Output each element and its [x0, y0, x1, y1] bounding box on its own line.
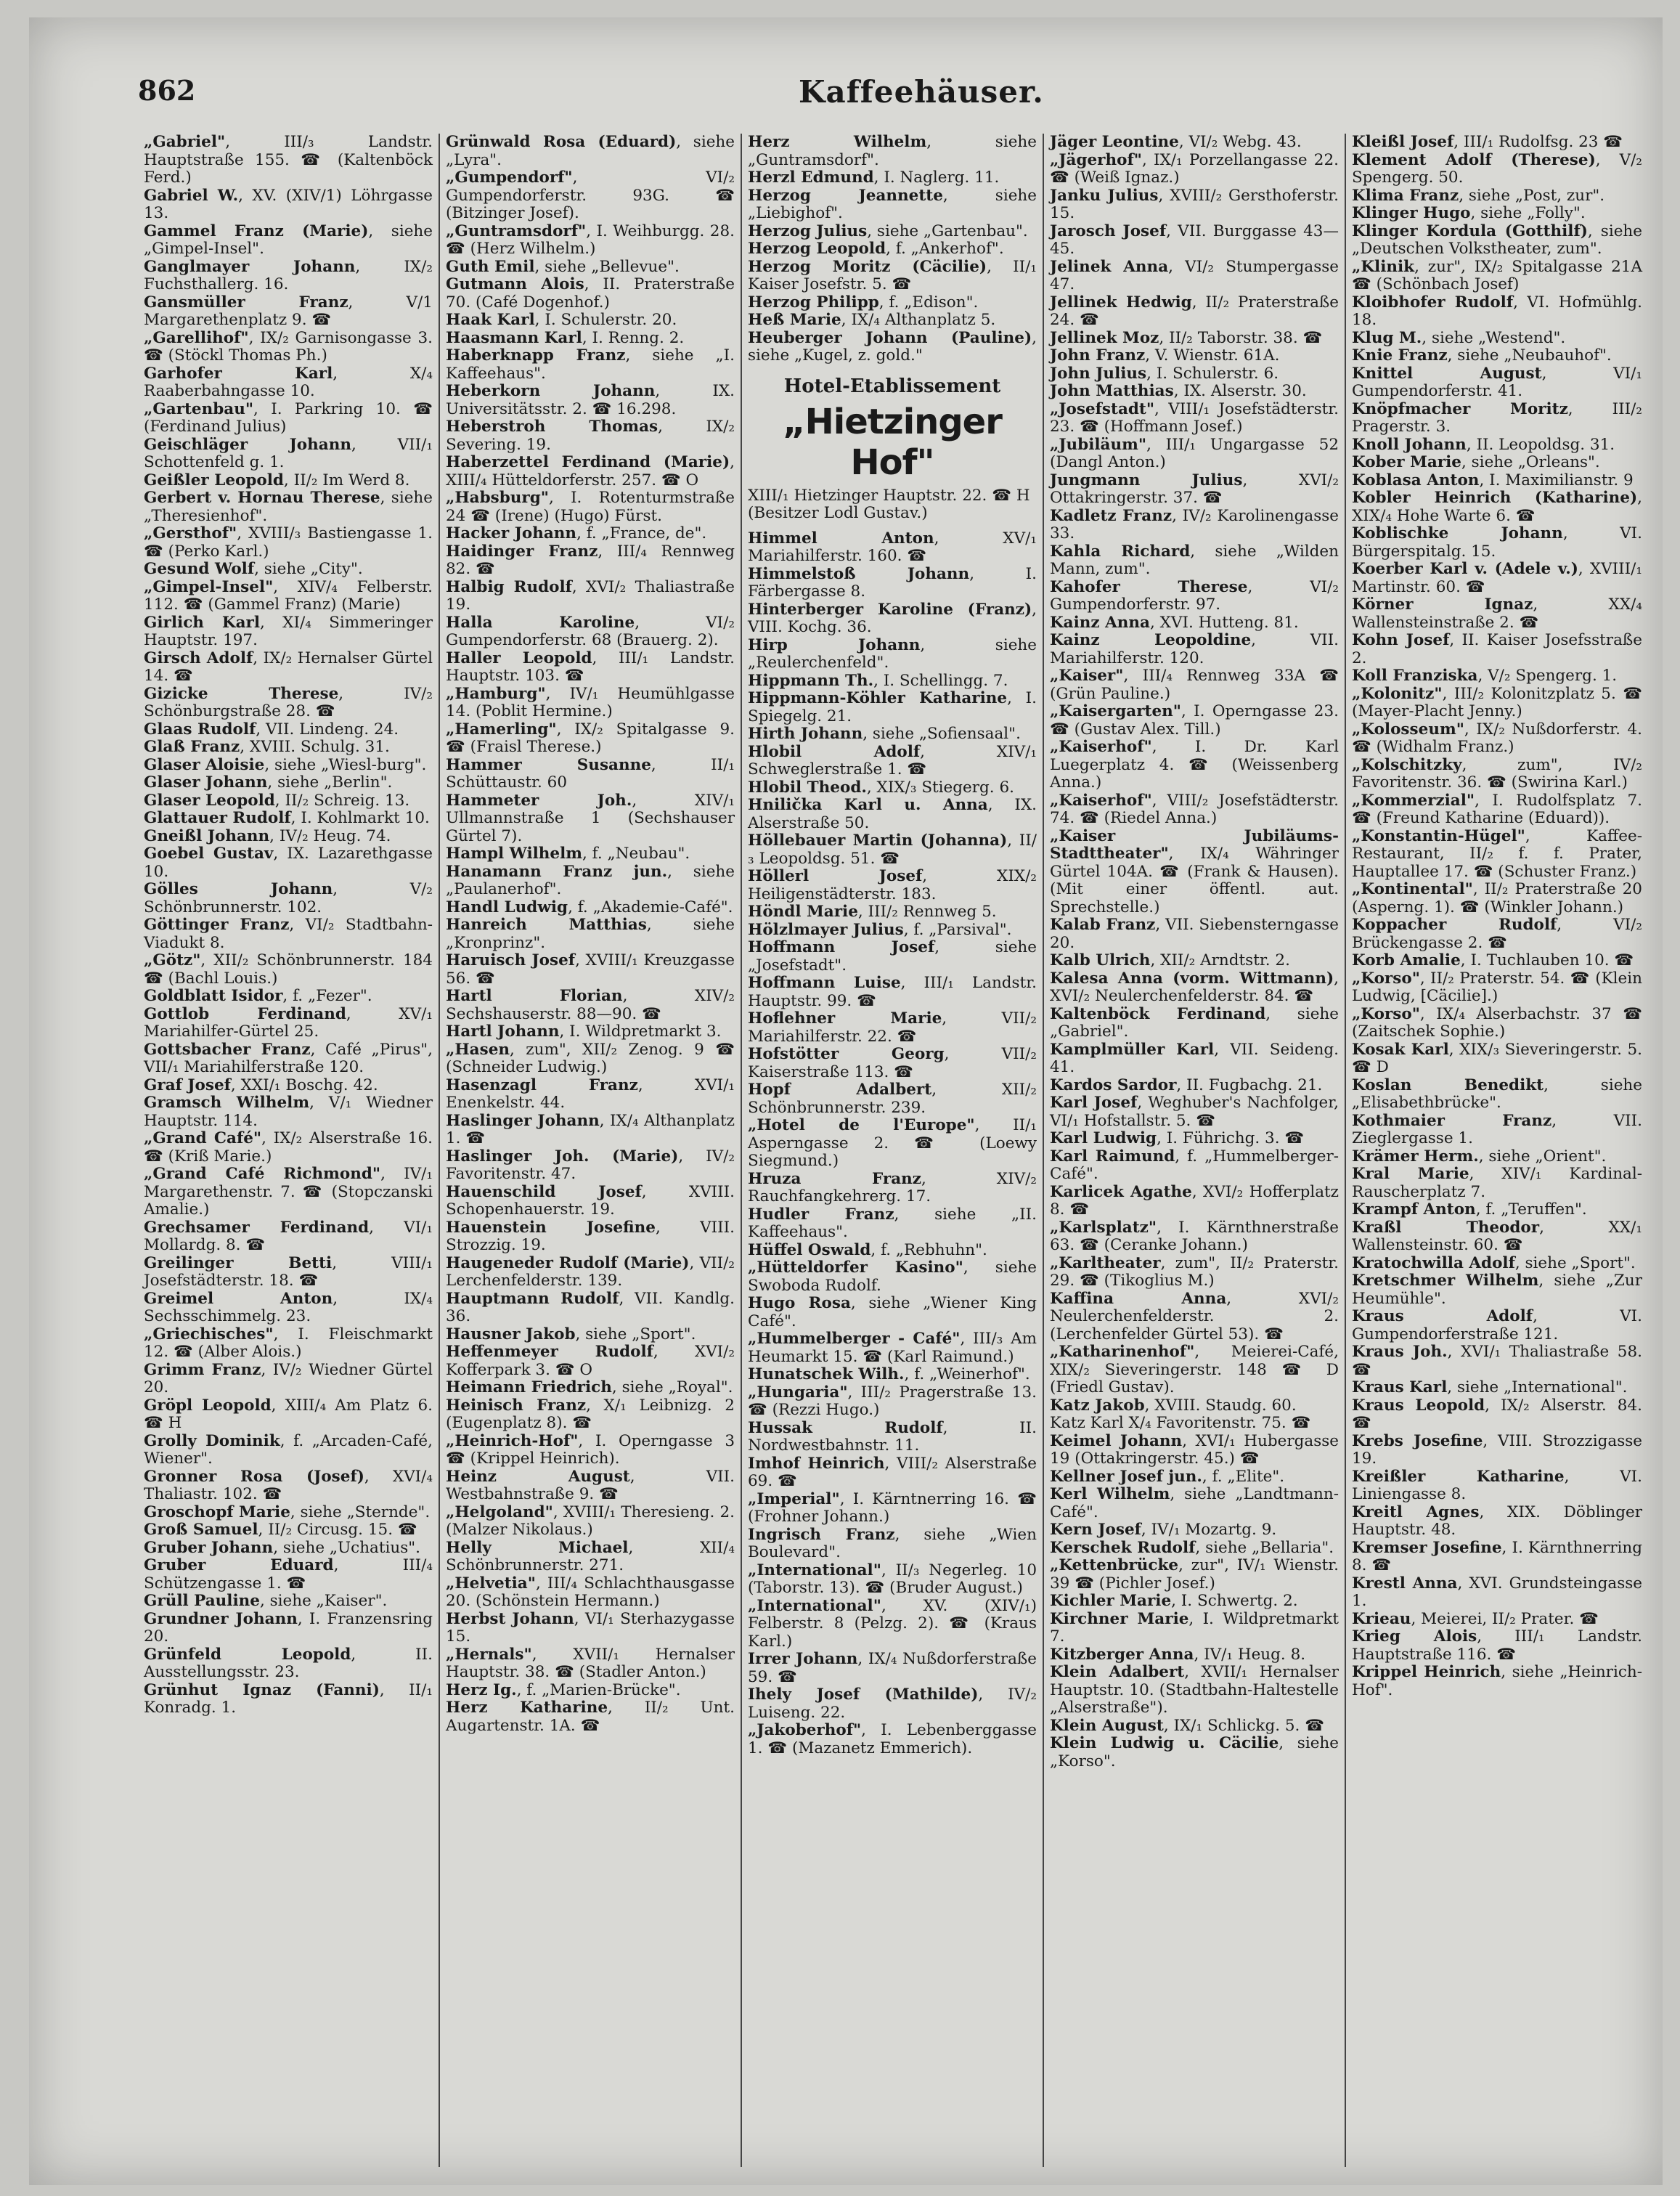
directory-entry: Knöpfmacher Moritz, III/₂ Pragerstr. 3.	[1352, 399, 1642, 436]
directory-entry: Haidinger Franz, III/₄ Rennweg 82. ☎	[446, 542, 735, 578]
directory-entry: „Guntramsdorf", I. Weihburgg. 28. ☎ (Herz Wilhelm.)	[446, 221, 735, 258]
directory-entry: „Kolonitz", III/₂ Kolonitzplatz 5. ☎ (Mayer-Placht Jenny.)	[1352, 684, 1642, 720]
directory-entry: Gruber Johann, siehe „Uchatius".	[144, 1538, 420, 1557]
directory-entry: Karl Ludwig, I. Führichg. 3. ☎	[1050, 1129, 1305, 1147]
directory-entry: Gröpl Leopold, XIII/₄ Am Platz 6. ☎ H	[144, 1396, 433, 1432]
directory-entry: „Helgoland", XVIII/₁ Theresieng. 2. (Malzer Nikolaus.)	[446, 1502, 735, 1539]
directory-entry: „Götz", XII/₂ Schönbrunnerstr. 184 ☎ (Bachl Louis.)	[144, 951, 433, 988]
directory-entry: Haasmann Karl, I. Renng. 2.	[446, 328, 685, 347]
directory-entry: Hirp Johann, siehe „Reulerchenfeld".	[748, 635, 1037, 672]
directory-entry: Kitzberger Anna, IV/₁ Heug. 8.	[1050, 1645, 1306, 1664]
directory-entry: „Heinrich-Hof", I. Operngasse 3 ☎ (Krippel Heinrich).	[446, 1431, 735, 1468]
directory-entry: „Gersthof", XVIII/₃ Bastiengasse 1. ☎ (Perko Karl.)	[144, 524, 433, 561]
directory-entry: Hauenschild Josef, XVIII. Schopenhauerstr. 19.	[446, 1182, 735, 1219]
directory-entry: Karlicek Agathe, XVI/₂ Hofferplatz 8. ☎	[1050, 1182, 1339, 1219]
directory-entry: Gabriel W., XV. (XIV/1) Löhrgasse 13.	[144, 186, 433, 222]
directory-entry: Gneißl Johann, IV/₂ Heug. 74.	[144, 826, 391, 845]
directory-entry: Ganglmayer Johann, IX/₂ Fuchsthallerg. 16.	[144, 257, 433, 293]
directory-entry: Hlobil Theod., XIX/₃ Stiegerg. 6.	[748, 778, 1014, 797]
directory-entry: Gammel Franz (Marie), siehe „Gimpel-Insel".	[144, 221, 433, 258]
directory-entry: Klinger Kordula (Gotthilf), siehe „Deutschen Volkstheater, zum".	[1352, 221, 1642, 258]
directory-entry: „Klinik, zur", IX/₂ Spitalgasse 21A ☎ (Schönbach Josef)	[1352, 257, 1642, 293]
directory-page	[29, 17, 1663, 2185]
directory-entry: „Kaiserhof", I. Dr. Karl Luegerplatz 4. ☎ (Weissenberg Anna.)	[1050, 738, 1339, 792]
directory-entry: Kahla Richard, siehe „Wilden Mann, zum".	[1050, 542, 1339, 578]
hotel-ad-line1: Hotel-Etablissement	[783, 375, 1001, 397]
directory-entry: Haruisch Josef, XVIII/₁ Kreuzgasse 56. ☎	[446, 951, 735, 988]
directory-entry: Hippmann Th., I. Schellingg. 7.	[748, 671, 1008, 690]
directory-entry: Gansmüller Franz, V/1 Margarethenplatz 9. ☎	[144, 293, 433, 329]
directory-entry: Karl Josef, Weghuber's Nachfolger, VI/₁ Hofstallstr. 5. ☎	[1050, 1094, 1339, 1130]
directory-entry: Kern Josef, IV/₁ Mozartg. 9.	[1050, 1521, 1277, 1539]
directory-entry: Koerber Karl v. (Adele v.), XVIII/₁ Martinstr. 60. ☎	[1352, 560, 1643, 596]
directory-entry: Klinger Hugo, siehe „Folly".	[1352, 204, 1586, 222]
directory-entry: „Gartenbau", I. Parkring 10. ☎ (Ferdinand Julius)	[144, 399, 433, 436]
directory-entry: Hirth Johann, siehe „Sofiensaal".	[748, 725, 1021, 743]
directory-entry: Geißler Leopold, II/₂ Im Werd 8.	[144, 471, 410, 489]
directory-entry: „Hütteldorfer Kasino", siehe Swoboda Rudolf.	[748, 1258, 1037, 1295]
directory-entry: „Kontinental", II/₂ Praterstraße 20 (Asperng. 1). ☎ (Winkler Johann.)	[1352, 880, 1642, 916]
directory-entry: Glaser Johann, siehe „Berlin".	[144, 773, 393, 792]
directory-entry: Haberknapp Franz, siehe „I. Kaffeehaus".	[446, 346, 735, 383]
directory-entry: Haller Leopold, III/₁ Landstr. Hauptstr. 103. ☎	[446, 648, 735, 685]
directory-entry: Kretschmer Wilhelm, siehe „Zur Heumühle".	[1352, 1272, 1642, 1308]
directory-entry: Halbig Rudolf, XVI/₂ Thaliastraße 19.	[446, 577, 735, 614]
hotel-advertisement	[748, 375, 1037, 523]
directory-entry: Gesund Wolf, siehe „City".	[144, 560, 363, 578]
directory-entry: Groschopf Marie, siehe „Sternde".	[144, 1502, 431, 1521]
directory-entry: „Imperial", I. Kärntnerring 16. ☎ (Frohner Johann.)	[748, 1489, 1037, 1526]
directory-entry: Korb Amalie, I. Tuchlauben 10. ☎	[1352, 951, 1634, 969]
directory-entry: Klein August, IX/₁ Schlickg. 5. ☎	[1050, 1716, 1325, 1735]
directory-entry: Gramsch Wilhelm, V/₁ Wiedner Hauptstr. 114.	[144, 1094, 433, 1130]
directory-entry: Kosak Karl, XIX/₃ Sieveringerstr. 5. ☎ D	[1352, 1040, 1642, 1076]
directory-entry: Klement Adolf (Therese), V/₂ Spengerg. 50.	[1352, 150, 1642, 187]
directory-entry: Glaas Rudolf, VII. Lindeng. 24.	[144, 720, 399, 739]
directory-entry: Girsch Adolf, IX/₂ Hernalser Gürtel 14. ☎	[144, 648, 433, 685]
directory-entry: Kraus Joh., XVI/₁ Thaliastraße 58. ☎	[1352, 1343, 1642, 1379]
directory-entry: Herzog Leopold, f. „Ankerhof".	[748, 240, 1004, 258]
directory-entry: „Katharinenhof", Meierei-Café, XIX/₂ Sieveringerstr. 148 ☎ D (Friedl Gustav).	[1050, 1343, 1339, 1396]
directory-entry: Herzl Edmund, I. Naglerg. 11.	[748, 168, 1000, 187]
column-1	[138, 134, 440, 2167]
directory-entry: „Gabriel", III/₃ Landstr. Hauptstraße 155. ☎ (Kaltenböck Ferd.)	[144, 134, 433, 187]
directory-entry: Krestl Anna, XVI. Grundsteingasse 1.	[1352, 1574, 1642, 1610]
directory-entry: John Franz, V. Wienstr. 61A.	[1050, 346, 1280, 365]
directory-entry: Grünhut Ignaz (Fanni), II/₁ Konradg. 1.	[144, 1680, 433, 1717]
directory-entry: Hudler Franz, siehe „II. Kaffeehaus".	[748, 1205, 1037, 1241]
directory-entry: Grimm Franz, IV/₂ Wiedner Gürtel 20.	[144, 1360, 433, 1396]
directory-entry: Kloibhofer Rudolf, VI. Hofmühlg. 18.	[1352, 293, 1642, 329]
directory-entry: Herzog Moritz (Cäcilie), II/₁ Kaiser Josefstr. 5. ☎	[748, 257, 1037, 293]
directory-entry: „Hernals", XVII/₁ Hernalser Hauptstr. 38. ☎ (Stadler Anton.)	[446, 1645, 735, 1681]
directory-entry: Herz Katharine, II/₂ Unt. Augartenstr. 1A. ☎	[446, 1699, 735, 1735]
directory-entry: Himmel Anton, XV/₁ Mariahilferstr. 160. ☎	[748, 529, 1037, 565]
directory-entry: Grünfeld Leopold, II. Ausstellungsstr. 23.	[144, 1645, 433, 1681]
directory-entry: Hnilička Karl u. Anna, IX. Alserstraße 50.	[748, 796, 1037, 832]
directory-entry: Kleißl Josef, III/₁ Rudolfsg. 23 ☎	[1352, 134, 1623, 151]
directory-entry: Glattauer Rudolf, I. Kohlmarkt 10.	[144, 809, 430, 827]
hotel-ad-line2: „Hietzinger Hof"	[783, 401, 1002, 483]
directory-entry: „International", XV. (XIV/₁) Felberstr. 8 (Pelzg. 2). ☎ (Kraus Karl.)	[748, 1596, 1037, 1651]
directory-entry: Hacker Johann, f. „France, de".	[446, 524, 707, 542]
directory-entry: Hussak Rudolf, II. Nordwestbahnstr. 11.	[748, 1418, 1037, 1455]
directory-entry: Jellinek Moz, II/₂ Taborstr. 38. ☎	[1050, 328, 1323, 347]
directory-entry: Halla Karoline, VI/₂ Gumpendorferstr. 68 (Brauerg. 2).	[446, 613, 735, 649]
directory-entry: Kobler Heinrich (Katharine), XIX/₄ Hohe Warte 6. ☎	[1352, 489, 1642, 525]
directory-entry: Klein Adalbert, XVII/₁ Hernalser Hauptstr. 10. (Stadtbahn-Haltestelle „Alserstraße").	[1050, 1663, 1339, 1717]
directory-entry: Heinisch Franz, X/₁ Leibnizg. 2 (Eugenplatz 8). ☎	[446, 1396, 735, 1432]
directory-entry: Glaß Franz, XVIII. Schulg. 31.	[144, 738, 390, 756]
directory-entry: Kamplmüller Karl, VII. Seideng. 41.	[1050, 1040, 1339, 1076]
directory-entry: Krampf Anton, f. „Teruffen".	[1352, 1200, 1587, 1219]
directory-entry: Jäger Leontine, VI/₂ Webg. 43.	[1050, 134, 1302, 151]
directory-entry: Gutmann Alois, II. Praterstraße 70. (Café Dogenhof.)	[446, 275, 735, 312]
directory-entry: Krieg Alois, III/₁ Landstr. Hauptstraße 116. ☎	[1352, 1627, 1642, 1664]
directory-entry: Krämer Herm., siehe „Orient".	[1352, 1147, 1607, 1166]
directory-entry: Katz Jakob, XVIII. Staudg. 60.	[1050, 1396, 1297, 1415]
directory-entry: Irrer Johann, IX/₄ Nußdorferstraße 59. ☎	[748, 1650, 1037, 1686]
directory-entry: Kirchner Marie, I. Wildpretmarkt 7.	[1050, 1609, 1339, 1646]
directory-entry: „Hamburg", IV/₁ Heumühlgasse 14. (Poblit Hermine.)	[446, 684, 735, 720]
directory-entry: Hoffmann Luise, III/₁ Landstr. Hauptstr. 99. ☎	[748, 974, 1037, 1010]
directory-entry: Hopf Adalbert, XII/₂ Schönbrunnerstr. 239.	[748, 1081, 1037, 1117]
directory-entry: Hartl Johann, I. Wildpretmarkt 3.	[446, 1022, 722, 1041]
directory-entry: „Helvetia", III/₄ Schlachthausgasse 20. (Schönstein Hermann.)	[446, 1574, 735, 1610]
directory-entry: Klima Franz, siehe „Post, zur".	[1352, 186, 1605, 205]
directory-entry: Hölzlmayer Julius, f. „Parsival".	[748, 920, 1012, 939]
directory-entry: Kainz Anna, XVI. Hutteng. 81.	[1050, 613, 1299, 632]
directory-entry: Kothmaier Franz, VII. Zieglergasse 1.	[1352, 1111, 1642, 1147]
directory-entry: „Hasen, zum", XII/₂ Zenog. 9 ☎ (Schneider Ludwig.)	[446, 1040, 735, 1076]
directory-entry: Hofstötter Georg, VII/₂ Kaiserstraße 113. ☎	[748, 1045, 1037, 1081]
directory-entry: Ihely Josef (Mathilde), IV/₂ Luiseng. 22.	[748, 1685, 1037, 1722]
directory-entry: Krippel Heinrich, siehe „Heinrich-Hof".	[1352, 1663, 1642, 1699]
directory-entry: „Hummelberger - Café", III/₃ Am Heumarkt 15. ☎ (Karl Raimund.)	[748, 1330, 1037, 1366]
directory-entry: „International", II/₃ Negerleg. 10 (Taborstr. 13). ☎ (Bruder August.)	[748, 1561, 1037, 1597]
directory-entry: Ingrisch Franz, siehe „Wien Boulevard".	[748, 1525, 1037, 1561]
directory-entry: Herzog Julius, siehe „Gartenbau".	[748, 221, 1028, 240]
directory-entry: Koblasa Anton, I. Maximilianstr. 9	[1352, 471, 1634, 489]
directory-entry: Hugo Rosa, siehe „Wiener King Café".	[748, 1294, 1037, 1330]
directory-entry: Hauenstein Josefine, VIII. Strozzig. 19.	[446, 1218, 735, 1254]
directory-entry: Körner Ignaz, XX/₄ Wallensteinstraße 2. ☎	[1352, 595, 1642, 632]
directory-entry: „Kolschitzky, zum", IV/₂ Favoritenstr. 36. ☎ (Swirina Karl.)	[1352, 755, 1642, 792]
directory-entry: Imhof Heinrich, VIII/₂ Alserstraße 69. ☎	[748, 1454, 1037, 1490]
directory-entry: Geischläger Johann, VII/₁ Schottenfeld g. 1.	[144, 435, 433, 471]
directory-entry: Höllerl Josef, XIX/₂ Heiligenstädterstr. 183.	[748, 867, 1037, 903]
directory-entry: Gronner Rosa (Josef), XVI/₄ Thaliastr. 102. ☎	[144, 1467, 433, 1503]
directory-entry: Kerl Wilhelm, siehe „Landtmann-Café".	[1050, 1485, 1339, 1521]
directory-entry: Heffenmeyer Rudolf, XVI/₂ Kofferpark 3. ☎ O	[446, 1343, 735, 1379]
directory-entry: Hasenzagl Franz, XVI/₁ Enenkelstr. 44.	[446, 1075, 735, 1112]
directory-entry: „Kaiser Jubiläums-Stadttheater", IX/₄ Währinger Gürtel 104A. ☎ (Frank & Hausen). (Mit einer öffentl. aut. Sprechstelle.)	[1050, 826, 1339, 916]
directory-entry: „Kaiserhof", VIII/₂ Josefstädterstr. 74. ☎ (Riedel Anna.)	[1050, 791, 1339, 827]
directory-entry: Kreißler Katharine, VI. Liniengasse 8.	[1352, 1467, 1642, 1503]
directory-entry: Knittel August, VI/₁ Gumpendorferstr. 41.	[1352, 364, 1642, 400]
directory-entry: Kraßl Theodor, XX/₁ Wallensteinstr. 60. ☎	[1352, 1218, 1642, 1254]
directory-entry: Kahofer Therese, VI/₂ Gumpendorferstr. 97.	[1050, 577, 1339, 614]
directory-entry: Krieau, Meierei, II/₂ Prater. ☎	[1352, 1609, 1599, 1628]
directory-entry: „Griechisches", I. Fleischmarkt 12. ☎ (Alber Alois.)	[144, 1325, 433, 1361]
directory-entry: Gerbert v. Hornau Therese, siehe „Theresienhof".	[144, 489, 433, 525]
directory-entry: Koppacher Rudolf, VI/₂ Brückengasse 2. ☎	[1352, 916, 1642, 952]
directory-entry: „Konstantin-Hügel", Kaffee-Restaurant, II/₂ f. f. Prater, Hauptallee 17. ☎ (Schuster Franz.)	[1352, 826, 1642, 881]
directory-entry: Herz Wilhelm, siehe „Guntramsdorf".	[748, 134, 1037, 169]
directory-entry: Janku Julius, XVIII/₂ Gersthoferstr. 15.	[1050, 186, 1339, 222]
directory-entry: Koll Franziska, V/₂ Spengerg. 1.	[1352, 667, 1618, 685]
directory-entry: Groß Samuel, II/₂ Circusg. 15. ☎	[144, 1521, 417, 1539]
directory-entry: Kremser Josefine, I. Kärnthnerring 8. ☎	[1352, 1538, 1643, 1574]
directory-entry: Kalb Ulrich, XII/₂ Arndtstr. 2.	[1050, 951, 1290, 969]
directory-entry: „Garellihof", IX/₂ Garnisongasse 3. ☎ (Stöckl Thomas Ph.)	[144, 328, 433, 365]
directory-entry: Greilinger Betti, VIII/₁ Josefstädterstr. 18. ☎	[144, 1253, 433, 1290]
directory-entry: Haugeneder Rudolf (Marie), VII/₂ Lerchenfelderstr. 139.	[446, 1253, 735, 1290]
directory-entry: Glaser Aloisie, siehe „Wiesl-burg".	[144, 755, 427, 774]
directory-entry: Hanamann Franz jun., siehe „Paulanerhof".	[446, 862, 735, 898]
directory-entry: „Jägerhof", IX/₁ Porzellangasse 22. ☎ (Weiß Ignaz.)	[1050, 150, 1339, 187]
directory-entry: Kalab Franz, VII. Siebensterngasse 20.	[1050, 916, 1339, 952]
directory-entry: Hoflehner Marie, VII/₂ Mariahilferstr. 22. ☎	[748, 1009, 1037, 1046]
directory-entry: Grolly Dominik, f. „Arcaden-Café, Wiener".	[144, 1431, 433, 1468]
directory-entry: „Kettenbrücke, zur", IV/₁ Wienstr. 39 ☎ (Pichler Josef.)	[1050, 1556, 1339, 1593]
directory-entry: „Karlsplatz", I. Kärnthnerstraße 63. ☎ (Ceranke Johann.)	[1050, 1218, 1339, 1254]
directory-entry: Keimel Johann, XVI/₁ Hubergasse 19 (Ottakringerstr. 45.) ☎	[1050, 1431, 1339, 1468]
directory-entry: „Karltheater, zum", II/₂ Praterstr. 29. ☎ (Tikoglius M.)	[1050, 1253, 1339, 1290]
directory-entry: Klug M., siehe „Westend".	[1352, 328, 1566, 347]
directory-entry: Hampl Wilhelm, f. „Neubau".	[446, 845, 690, 863]
directory-entry: Herbst Johann, VI/₁ Sterhazygasse 15.	[446, 1609, 735, 1646]
directory-entry: Göttinger Franz, VI/₂ Stadtbahn-Viadukt 8.	[144, 916, 433, 952]
directory-entry: Heinz August, VII. Westbahnstraße 9. ☎	[446, 1467, 735, 1503]
directory-entry: Gölles Johann, V/₂ Schönbrunnerstr. 102.	[144, 880, 433, 916]
directory-entry: Katz Karl X/₄ Favoritenstr. 75. ☎	[1050, 1414, 1311, 1432]
directory-entry: Haak Karl, I. Schulerstr. 20.	[446, 311, 677, 329]
directory-entry: „Kolosseum", IX/₂ Nußdorferstr. 4. ☎ (Widhalm Franz.)	[1352, 720, 1642, 756]
directory-entry: Grünwald Rosa (Eduard), siehe „Lyra".	[446, 134, 735, 169]
directory-entry: Hruza Franz, XIV/₂ Rauchfangkehrerg. 17.	[748, 1169, 1037, 1205]
directory-entry: Kalesa Anna (vorm. Wittmann), XVI/₂ Neulerchenfelderstr. 84. ☎	[1050, 969, 1339, 1005]
directory-entry: „Kommerzial", I. Rudolfsplatz 7. ☎ (Freund Katharine (Eduard)).	[1352, 791, 1642, 827]
directory-entry: Hammer Susanne, II/₁ Schüttaustr. 60	[446, 755, 735, 792]
page-heading: Kaffeehäuser.	[799, 74, 1044, 110]
directory-entry: Höndl Marie, III/₂ Rennweg 5.	[748, 903, 997, 921]
directory-entry: Jellinek Hedwig, II/₂ Praterstraße 24. ☎	[1050, 293, 1339, 329]
directory-entry: Helly Michael, XII/₄ Schönbrunnerstr. 271.	[446, 1538, 735, 1574]
directory-entry: Handl Ludwig, f. „Akademie-Café".	[446, 898, 733, 916]
directory-entry: Kraus Karl, siehe „International".	[1352, 1378, 1628, 1396]
directory-entry: Hoffmann Josef, siehe „Josefstadt".	[748, 938, 1037, 975]
directory-entry: Heß Marie, IX/₄ Althanplatz 5.	[748, 311, 996, 329]
directory-entry: Hinterberger Karoline (Franz), VIII. Kochg. 36.	[748, 600, 1037, 636]
directory-entry: Grundner Johann, I. Franzensring 20.	[144, 1609, 433, 1646]
directory-entry: Kober Marie, siehe „Orleans".	[1352, 453, 1600, 471]
directory-entry: Haslinger Johann, IX/₄ Althanplatz 1. ☎	[446, 1111, 735, 1147]
directory-entry: Haberzettel Ferdinand (Marie), XIII/₄ Hütteldorferstr. 257. ☎ O	[446, 453, 735, 489]
directory-entry: „Grand Café", IX/₂ Alserstraße 16. ☎ (Kriß Marie.)	[144, 1129, 433, 1166]
directory-entry: „Habsburg", I. Rotenturmstraße 24 ☎ (Irene) (Hugo) Fürst.	[446, 489, 735, 525]
directory-entry: „Hamerling", IX/₂ Spitalgasse 9. ☎ (Fraisl Therese.)	[446, 720, 735, 756]
directory-entry: Haslinger Joh. (Marie), IV/₂ Favoritenstr. 47.	[446, 1147, 735, 1183]
directory-entry: Kerschek Rudolf, siehe „Bellaria".	[1050, 1538, 1334, 1557]
directory-entry: Hartl Florian, XIV/₂ Sechshauserstr. 88—90. ☎	[446, 987, 735, 1023]
column-2	[440, 134, 742, 2167]
directory-entry: Hlobil Adolf, XIV/₁ Schweglerstraße 1. ☎	[748, 742, 1037, 778]
hotel-ad-line3: XIII/₁ Hietzinger Hauptstr. 22. ☎ H	[748, 486, 1030, 505]
directory-entry: Hanreich Matthias, siehe „Kronprinz".	[446, 916, 735, 952]
directory-entry: Höllebauer Martin (Johanna), II/₃ Leopoldsg. 51. ☎	[748, 831, 1037, 868]
directory-entry: Koblischke Johann, VI. Bürgerspitalg. 15.	[1352, 524, 1642, 561]
directory-entry: Kaffina Anna, XVI/₂ Neulerchenfelderstr. 2. (Lerchenfelder Gürtel 53). ☎	[1050, 1289, 1339, 1343]
directory-entry: Hüffel Oswald, f. „Rebhuhn".	[748, 1240, 987, 1259]
directory-entry: Glaser Leopold, II/₂ Schreig. 13.	[144, 791, 410, 810]
directory-entry: Guth Emil, siehe „Bellevue".	[446, 257, 680, 276]
directory-entry: Heberstroh Thomas, IX/₂ Severing. 19.	[446, 418, 735, 454]
directory-entry: Goebel Gustav, IX. Lazarethgasse 10.	[144, 845, 433, 881]
directory-entry: Jarosch Josef, VII. Burggasse 43—45.	[1050, 221, 1339, 258]
directory-entry: Herzog Jeannette, siehe „Liebighof".	[748, 186, 1037, 222]
directory-entry: Goldblatt Isidor, f. „Fezer".	[144, 987, 372, 1005]
directory-entry: „Gumpendorf", VI/₂ Gumpendorferstr. 93G. ☎ (Bitzinger Josef).	[446, 168, 735, 222]
directory-entry: Jelinek Anna, VI/₂ Stumpergasse 47.	[1050, 257, 1339, 293]
directory-entry: Herz Ig., f. „Marien-Brücke".	[446, 1680, 681, 1699]
directory-entry: „Korso", IX/₄ Alserbachstr. 37 ☎ (Zaitschek Sophie.)	[1352, 1004, 1642, 1041]
directory-entry: Klein Ludwig u. Cäcilie, siehe „Korso".	[1050, 1734, 1339, 1770]
directory-entry: John Julius, I. Schulerstr. 6.	[1050, 364, 1279, 383]
directory-entry: Heberkorn Johann, IX. Universitätsstr. 2. ☎ 16.298.	[446, 382, 735, 418]
directory-entry: Girlich Karl, XI/₄ Simmeringer Hauptstr. 197.	[144, 613, 433, 649]
directory-entry: Knie Franz, siehe „Neubauhof".	[1352, 346, 1612, 365]
directory-entry: Kardos Sardor, II. Fugbachg. 21.	[1050, 1075, 1323, 1094]
directory-entry: Herzog Philipp, f. „Edison".	[748, 293, 979, 312]
directory-entry: „Gimpel-Insel", XIV/₄ Felberstr. 112. ☎ (Gammel Franz) (Marie)	[144, 577, 433, 614]
directory-entry: „Korso", II/₂ Praterstr. 54. ☎ (Klein Ludwig, [Cäcilie].)	[1352, 969, 1642, 1005]
directory-entry: Garhofer Karl, X/₄ Raaberbahngasse 10.	[144, 364, 433, 400]
directory-entry: Jungmann Julius, XVI/₂ Ottakringerstr. 37. ☎	[1050, 471, 1339, 507]
directory-entry: „Hotel de l'Europe", II/₁ Asperngasse 2. ☎ (Loewy Siegmund.)	[748, 1116, 1037, 1170]
directory-entry: Kraus Leopold, IX/₂ Alserstr. 84. ☎	[1352, 1396, 1642, 1432]
directory-entry: Kellner Josef jun., f. „Elite".	[1050, 1467, 1285, 1486]
page-number: 862	[138, 74, 196, 107]
directory-entry: Knoll Johann, II. Leopoldsg. 31.	[1352, 435, 1615, 454]
directory-entry: Grüll Pauline, siehe „Kaiser".	[144, 1592, 388, 1610]
directory-entry: Heimann Friedrich, siehe „Royal".	[446, 1378, 733, 1396]
directory-entry: Hunatschek Wilh., f. „Weinerhof".	[748, 1365, 1030, 1383]
directory-entry: Kichler Marie, I. Schwertg. 2.	[1050, 1592, 1298, 1610]
directory-entry: Gruber Eduard, III/₄ Schützengasse 1. ☎	[144, 1556, 433, 1593]
directory-entry: Hausner Jakob, siehe „Sport".	[446, 1325, 696, 1343]
directory-entry: John Matthias, IX. Alserstr. 30.	[1050, 382, 1307, 400]
directory-entry: Kral Marie, XIV/₁ Kardinal-Rauscherplatz 7.	[1352, 1165, 1642, 1201]
directory-entry: Krebs Josefine, VIII. Strozzigasse 19.	[1352, 1431, 1642, 1468]
directory-entry: Kreitl Agnes, XIX. Döblinger Hauptstr. 48.	[1352, 1502, 1642, 1539]
directory-entry: Kraus Adolf, VI. Gumpendorferstraße 121.	[1352, 1307, 1642, 1343]
directory-entry: Himmelstoß Johann, I. Färbergasse 8.	[748, 564, 1037, 601]
directory-entry: „Kaisergarten", I. Operngasse 23. ☎ (Gustav Alex. Till.)	[1050, 702, 1339, 739]
directory-entry: Gottlob Ferdinand, XV/₁ Mariahilfer-Gürtel 25.	[144, 1004, 433, 1041]
directory-entry: Kadletz Franz, IV/₂ Karolinengasse 33.	[1050, 506, 1339, 542]
directory-entry: „Josefstadt", VIII/₁ Josefstädterstr. 23. ☎ (Hoffmann Josef.)	[1050, 399, 1339, 436]
column-3	[742, 134, 1044, 2167]
directory-entry: Hauptmann Rudolf, VII. Kandlg. 36.	[446, 1289, 735, 1325]
directory-entry: Gottsbacher Franz, Café „Pirus", VII/₁ Mariahilferstraße 120.	[144, 1040, 433, 1076]
directory-entry: „Grand Café Richmond", IV/₁ Margarethenstr. 7. ☎ (Stopczanski Amalie.)	[144, 1165, 433, 1219]
directory-entry: Gizicke Therese, IV/₂ Schönburgstraße 28. ☎	[144, 684, 433, 720]
directory-entry: Kaltenböck Ferdinand, siehe „Gabriel".	[1050, 1004, 1339, 1041]
directory-entry: Heuberger Johann (Pauline), siehe „Kugel, z. gold."	[748, 328, 1037, 365]
directory-entry: Kainz Leopoldine, VII. Mariahilferstr. 120.	[1050, 631, 1339, 667]
column-4	[1044, 134, 1346, 2167]
directory-entry: Graf Josef, XXI/₁ Boschg. 42.	[144, 1075, 378, 1094]
directory-entry: Kohn Josef, II. Kaiser Josefsstraße 2.	[1352, 631, 1642, 667]
directory-entry: Greimel Anton, IX/₄ Sechsschimmelg. 23.	[144, 1289, 433, 1325]
directory-entry: Hippmann-Köhler Katharine, I. Spiegelg. 21.	[748, 689, 1037, 725]
hotel-ad-line4: (Besitzer Lodl Gustav.)	[748, 504, 928, 522]
directory-entry: „Kaiser", III/₄ Rennweg 33A ☎ (Grün Pauline.)	[1050, 667, 1339, 703]
directory-entry: „Jakoberhof", I. Lebenberggasse 1. ☎ (Mazanetz Emmerich).	[748, 1721, 1037, 1757]
directory-entry: „Hungaria", III/₂ Pragerstraße 13. ☎ (Rezzi Hugo.)	[748, 1383, 1037, 1419]
directory-entry: Koslan Benedikt, siehe „Elisabethbrücke".	[1352, 1075, 1642, 1112]
columns	[138, 134, 1648, 2167]
directory-entry: Kratochwilla Adolf, siehe „Sport".	[1352, 1253, 1636, 1272]
directory-entry: „Jubiläum", III/₁ Ungargasse 52 (Dangl Anton.)	[1050, 435, 1339, 471]
directory-entry: Grechsamer Ferdinand, VI/₁ Mollardg. 8. ☎	[144, 1218, 433, 1254]
directory-entry: Hammeter Joh., XIV/₁ Ullmannstraße 1 (Sechshauser Gürtel 7).	[446, 791, 735, 845]
directory-entry: Karl Raimund, f. „Hummelberger-Café".	[1050, 1147, 1339, 1183]
column-5	[1346, 134, 1648, 2167]
